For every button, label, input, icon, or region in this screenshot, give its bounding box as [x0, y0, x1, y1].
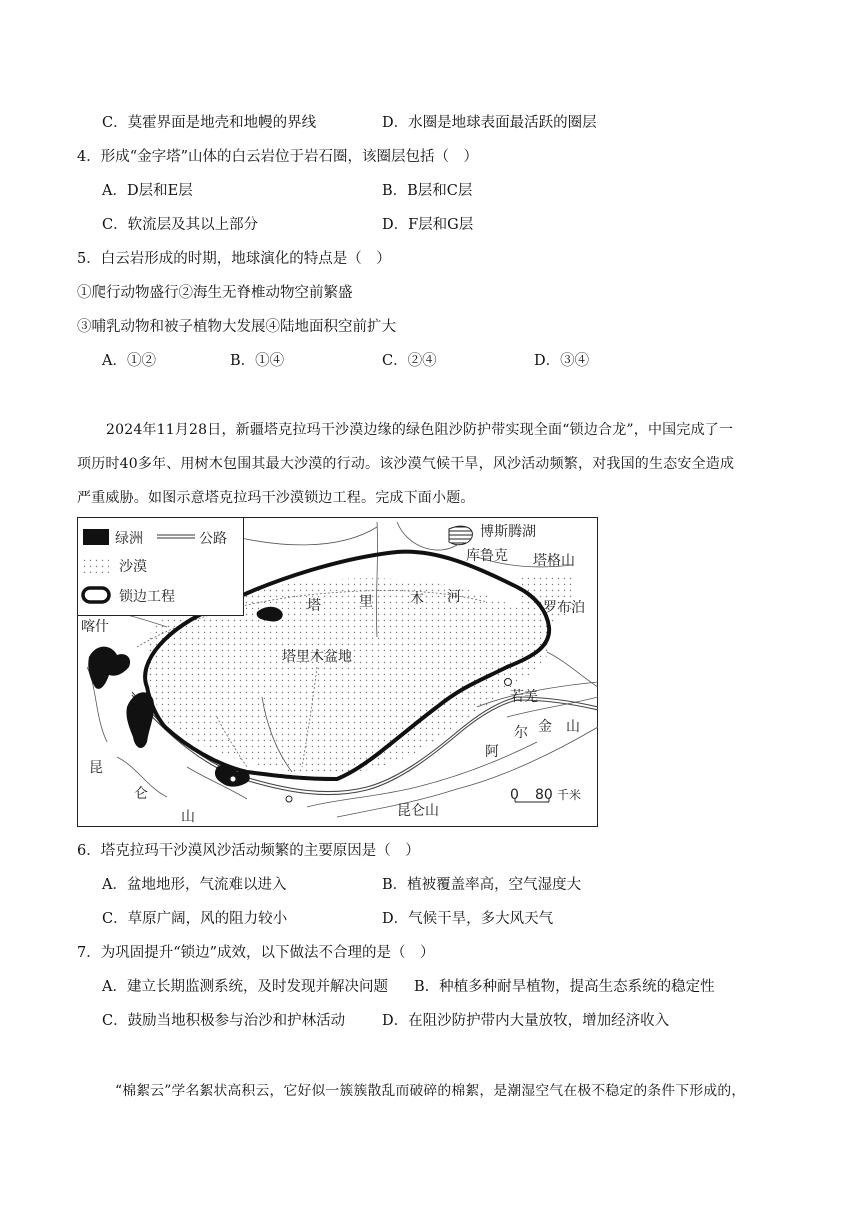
passage2-line-1: “棉絮云”学名絮状高积云，它好似一簇簇散乱而破碎的棉絮，是潮湿空气在极不稳定的条件下形成的，: [115, 1083, 746, 1099]
q4-option-c: C．软流层及其以上部分: [102, 217, 259, 233]
legend-oasis-swatch: [83, 529, 109, 545]
scale-value: 80: [535, 787, 553, 803]
q6-option-a: A．盆地地形，气流难以进入: [102, 877, 287, 893]
label-shan-west: 山: [181, 809, 195, 825]
town-hotan: [230, 776, 236, 782]
q5-items-1: ①爬行动物盛行②海生无脊椎动物空前繁盛: [77, 285, 353, 301]
label-korla: 库鲁克: [466, 548, 508, 564]
label-shan-east: 山: [566, 719, 580, 735]
q7-option-c: C．鼓励当地积极参与治沙和护林活动: [102, 1013, 346, 1029]
q5-option-d: D．③④: [534, 353, 590, 369]
town-ruoqiang: [505, 679, 512, 686]
q5-stem: 5．白云岩形成的时期，地球演化的特点是（ ）: [77, 251, 391, 267]
label-a: 阿: [485, 744, 499, 760]
scale-zero: 0: [510, 787, 519, 803]
label-kun: 昆: [89, 760, 103, 776]
label-ta: 塔: [307, 598, 321, 614]
q4-stem: 4．形成“金字塔”山体的白云岩位于岩石圈，该圈层包括（ ）: [77, 149, 479, 165]
q5-items-2: ③哺乳动物和被子植物大发展④陆地面积空前扩大: [77, 319, 396, 335]
label-mu: 木: [410, 591, 424, 607]
label-basin: 塔里木盆地: [282, 649, 352, 665]
label-er: 尔: [514, 725, 528, 741]
taklimakan-map: [77, 517, 598, 827]
q6-option-b: B．植被覆盖率高，空气湿度大: [382, 877, 582, 893]
label-kashgar: 喀什: [81, 619, 109, 635]
label-tage: 塔格山: [533, 553, 575, 569]
passage-line-1: 2024年11月28日，新疆塔克拉玛干沙漠边缘的绿色阻沙防护带实现全面“锁边合龙”，中国完成了一: [106, 422, 734, 438]
legend-desert-swatch: [83, 559, 109, 573]
legend-road-label: 公路: [199, 531, 227, 547]
label-bosten: 博斯腾湖: [480, 524, 536, 540]
legend-oasis-label: 绿洲: [115, 531, 143, 547]
label-jin: 金: [538, 719, 552, 735]
q7-option-b: B．种植多种耐旱植物，提高生态系统的稳定性: [414, 979, 715, 995]
label-lun: 仑: [134, 786, 148, 802]
q7-option-d: D．在阻沙防护带内大量放牧，增加经济收入: [382, 1013, 670, 1029]
legend-desert-label: 沙漠: [119, 559, 147, 575]
label-li: 里: [359, 594, 373, 610]
passage-line-2: 项历时40多年、用树木包围其最大沙漠的行动。该沙漠气候干旱，风沙活动频繁，对我国的生态安全造成: [77, 456, 735, 472]
map-legend: [78, 518, 244, 616]
label-lopnur: 罗布泊: [543, 600, 585, 616]
q7-stem: 7．为巩固提升“锁边”成效，以下做法不合理的是（ ）: [77, 945, 435, 961]
q5-option-b: B．①④: [230, 353, 285, 369]
q4-option-d: D．F层和G层: [382, 217, 474, 233]
q6-option-d: D．气候干旱，多大风天气: [382, 911, 554, 927]
q5-option-c: C．②④: [382, 353, 437, 369]
q3-option-d: D．水圈是地球表面最活跃的圈层: [382, 115, 597, 131]
q4-option-a: A．D层和E层: [102, 183, 193, 199]
label-ruoqiang: 若羌: [510, 689, 538, 705]
label-he: 河: [447, 589, 461, 605]
q4-option-b: B．B层和C层: [382, 183, 473, 199]
q3-option-c: C．莫霍界面是地壳和地幔的界线: [102, 115, 317, 131]
legend-project-label: 锁边工程: [119, 589, 175, 605]
label-kunlun: 昆仑山: [397, 803, 439, 819]
q7-option-a: A．建立长期监测系统，及时发现并解决问题: [102, 979, 388, 995]
town-minfeng: [286, 796, 292, 802]
q6-stem: 6．塔克拉玛干沙漠风沙活动频繁的主要原因是（ ）: [77, 843, 420, 859]
passage-line-3: 严重威胁。如图示意塔克拉玛干沙漠锁边工程。完成下面小题。: [77, 490, 475, 506]
scale-unit: 千米: [557, 788, 582, 802]
q5-option-a: A．①②: [102, 353, 156, 369]
q6-option-c: C．草原广阔，风的阻力较小: [102, 911, 288, 927]
bosten-lake: [449, 526, 472, 545]
